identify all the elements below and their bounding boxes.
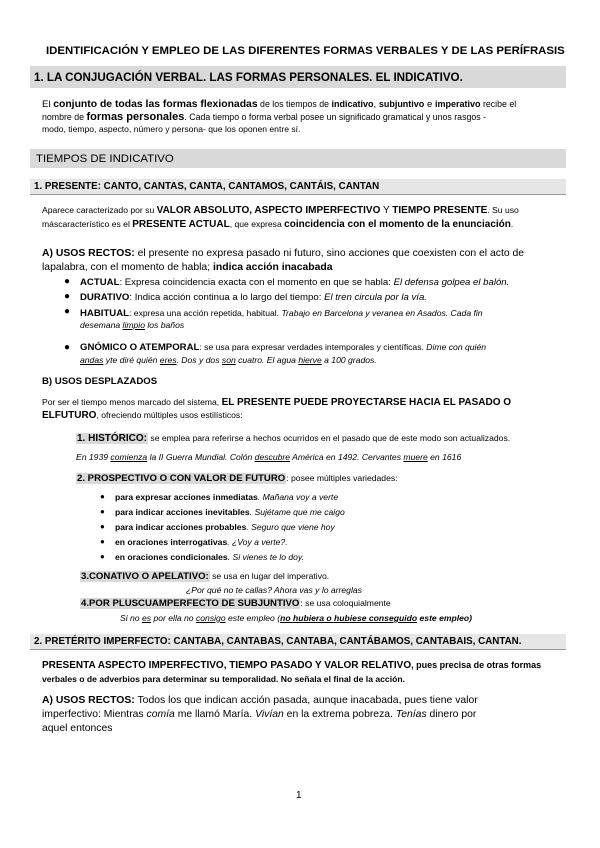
bullet-icon: ● xyxy=(100,537,105,546)
list-item: para indicar acciones inevitables. Sujétame que me caigo xyxy=(115,507,345,517)
paragraph: El conjunto de todas las formas flexionadas de los tiempos de indicativo, subjuntivo e imperativo recibe el xyxy=(42,99,517,110)
subitem: 4.POR PLUSCUAMPERFECTO DE SUBJUNTIVO: se usa coloquialmente xyxy=(81,598,391,609)
list-item-continuation: andas yte diré quién eres. Dos y dos son cuatro. El agua hierve a 100 grados. xyxy=(80,355,377,365)
subitem: 2. PROSPECTIVO O CON VALOR DE FUTURO: posee múltiples variedades: xyxy=(77,473,398,484)
bullet-icon: ● xyxy=(64,276,71,287)
paragraph: PRESENTA ASPECTO IMPERFECTIVO, TIEMPO PASADO Y VALOR RELATIVO, pues precisa de otras formas xyxy=(42,660,542,671)
paragraph: ELFUTURO, ofreciendo múltiples usos estilísticos: xyxy=(42,410,243,421)
paragraph: Aparece caracterizado por su VALOR ABSOLUTO, ASPECTO IMPERFECTIVO Y TIEMPO PRESENTE. Su uso xyxy=(42,205,519,216)
divider xyxy=(30,194,566,195)
page-number: 1 xyxy=(296,790,302,801)
subitem: 3.CONATIVO O APELATIVO: se usa en lugar del imperativo. xyxy=(81,571,330,582)
bullet-icon: ● xyxy=(100,492,105,501)
list-item: GNÓMICO O ATEMPORAL: se usa para expresar verdades intemporales y científicas. Dime con quién xyxy=(80,342,487,353)
example-text: Si no es por ella no consigo este empleo (no hubiera o hubiese conseguido este empleo) xyxy=(120,613,473,623)
list-item: en oraciones condicionales. Si vienes te lo doy. xyxy=(115,552,304,562)
paragraph: Por ser el tiempo menos marcado del sistema, EL PRESENTE PUEDE PROYECTARSE HACIA EL PASADO O xyxy=(42,397,512,408)
paragraph: modo, tiempo, aspecto, número y persona- que los oponen entre sí. xyxy=(42,124,301,134)
subsection-heading: 1. PRESENTE: CANTO, CANTAS, CANTA, CANTAMOS, CANTÁIS, CANTAN xyxy=(34,181,380,192)
bullet-icon: ● xyxy=(100,507,105,516)
example-text: ¿Por qué no te callas? Ahora vas y lo arreglas xyxy=(186,585,362,595)
paragraph: imperfectivo: Mientras comía me llamó María. Vivían en la extrema pobreza. Tenías dinero por xyxy=(42,709,477,720)
paragraph: aquel entonces xyxy=(42,723,113,734)
bullet-icon: ● xyxy=(100,522,105,531)
divider xyxy=(30,649,566,650)
example-text: En 1939 comienza la II Guerra Mundial. Colón descubre América en 1492. Cervantes muere en 1616 xyxy=(76,452,462,462)
paragraph: verbales o de adverbios para determinar su temporalidad. No señala el final de la acción. xyxy=(42,674,405,684)
document-title: IDENTIFICACIÓN Y EMPLEO DE LAS DIFERENTES FORMAS VERBALES Y DE LAS PERÍFRASIS xyxy=(46,45,565,57)
section-heading: TIEMPOS DE INDICATIVO xyxy=(36,153,174,165)
list-item-continuation: desemana limpio los baños xyxy=(80,320,185,330)
paragraph: lapalabra, con el momento de habla; indica acción inacabada xyxy=(42,262,333,273)
subitem: 1. HISTÓRICO: se emplea para referirse a hechos ocurridos en el pasado que de este modo son actualizados. xyxy=(77,433,511,444)
bullet-icon: ● xyxy=(64,306,71,317)
section-heading: 1. LA CONJUGACIÓN VERBAL. LAS FORMAS PERSONALES. EL INDICATIVO. xyxy=(34,71,463,84)
bullet-icon: ● xyxy=(100,552,105,561)
paragraph-heading: B) USOS DESPLAZADOS xyxy=(42,376,158,387)
bullet-icon: ● xyxy=(64,291,71,302)
list-item: en oraciones interrogativas. ¿Voy a verte?. xyxy=(115,537,288,547)
paragraph: nombre de formas personales. Cada tiempo o forma verbal posee un significado gramatical y unos rasgos - xyxy=(42,111,487,123)
bullet-icon: ● xyxy=(64,342,71,353)
list-item: para indicar acciones probables. Seguro que viene hoy xyxy=(115,522,335,532)
paragraph: máscaracterístico es el PRESENTE ACTUAL, que expresa coincidencia con el momento de la enunciación. xyxy=(42,219,514,230)
list-item: DURATIVO: Indica acción continua a lo largo del tiempo: El tren circula por la vía. xyxy=(80,292,427,303)
list-item: para expresar acciones inmediatas. Mañana voy a verte xyxy=(115,492,339,502)
paragraph: A) USOS RECTOS: Todos los que indican acción pasada, aunque inacabada, pues tiene valor xyxy=(42,695,478,706)
subsection-heading: 2. PRETÉRITO IMPERFECTO: CANTABA, CANTABAS, CANTABA, CANTÁBAMOS, CANTABAIS, CANTAN. xyxy=(34,636,522,647)
list-item: HABITUAL: expresa una acción repetida, habitual. Trabajo en Barcelona y veranea en Asados. Cada fin xyxy=(80,308,483,319)
list-item: ACTUAL: Expresa coincidencia exacta con el momento en que se habla: El defensa golpea el balón. xyxy=(80,277,510,288)
paragraph: A) USOS RECTOS: el presente no expresa pasado ni futuro, sino acciones que coexisten con el acto de xyxy=(42,248,525,259)
